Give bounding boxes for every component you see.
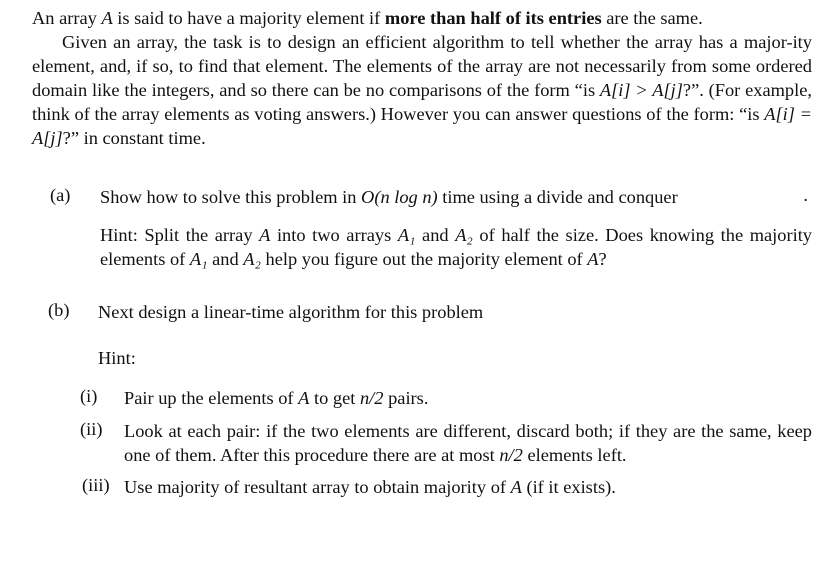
part-b: [48, 300, 812, 370]
hint-text: Use majority of resultant array to obtain majority of: [124, 477, 511, 497]
math-var: A: [587, 249, 599, 269]
math-comparison: A[i] > A[j]: [599, 80, 683, 100]
question-text: Show how to solve this problem in: [100, 187, 362, 207]
intro-text: are the same.: [601, 8, 703, 28]
hint-text: elements left.: [522, 445, 627, 465]
hint-text: (if it exists).: [521, 477, 616, 497]
part-label: (b): [48, 300, 70, 320]
hint-text: help you figure out the majority element of: [260, 249, 588, 269]
intro-paragraph-1: [32, 6, 812, 30]
math-var: A₁: [397, 225, 416, 245]
hint-text: ?: [598, 249, 607, 269]
hint-item-label: (i): [80, 386, 98, 406]
hint-text: to get: [309, 388, 360, 408]
math-equality: A[i] = A[j]: [32, 104, 812, 148]
math-expr: n/2: [359, 388, 384, 408]
math-var: A: [510, 477, 522, 497]
math-var: A₁: [189, 249, 208, 269]
hint-text: and: [207, 249, 244, 269]
part-a-hint: [100, 223, 812, 271]
question-text: time using a divide and conquer: [437, 187, 678, 207]
hint-item-text: [124, 419, 812, 467]
hint-item-1: [32, 386, 812, 410]
part-a-question: [100, 185, 812, 209]
hint-item-3: [32, 475, 812, 499]
math-expr: n/2: [499, 445, 523, 465]
hint-text: of half the size. Does knowing the majority elements of: [100, 225, 813, 269]
hint-text: Hint: Split the array: [100, 225, 260, 245]
problem-text: [32, 6, 812, 499]
math-var: A₂: [455, 225, 473, 245]
part-b-question: Next design a linear-time algorithm for this problem: [98, 302, 484, 322]
hint-text: into two arrays: [270, 225, 398, 245]
intro-text: ?”. (For example, think of the array elements as voting answers.) However you can answer questions of the form: “is: [32, 80, 812, 124]
part-a: [50, 185, 812, 271]
hint-item-text: [124, 386, 812, 410]
intro-text: An array: [32, 8, 102, 28]
bold-phrase: more than half of its entries: [384, 8, 602, 28]
hint-text: and: [415, 225, 456, 245]
hint-item-text: [124, 475, 812, 499]
hint-text: pairs.: [383, 388, 429, 408]
hint-item-2: [32, 419, 812, 467]
math-var: A: [101, 8, 113, 28]
part-b-hint-label: Hint:: [98, 348, 136, 368]
intro-text: Given an array, the task is to design an efficient algorithm to tell whether the array has a major-ity element, and, if so, to find that element. The elements of the array are not necessarily from some ordered domain like the integers, and so there can be no comparisons of the form “is: [32, 32, 812, 100]
intro-text: is said to have a majority element if: [112, 8, 385, 28]
part-label: (a): [50, 185, 71, 205]
hint-text: Pair up the elements of: [124, 388, 299, 408]
math-var: A₂: [243, 249, 261, 269]
hint-item-label: (ii): [80, 419, 103, 439]
intro-paragraph-2: [32, 30, 812, 150]
hint-item-label: (iii): [82, 475, 110, 495]
trailing-period: .: [803, 185, 808, 205]
math-complexity: O(n log n): [361, 187, 438, 207]
hint-text: Look at each pair: if the two elements are different, discard both; if they are the same, keep one of them. After this procedure there are at most: [124, 421, 812, 465]
math-var: A: [298, 388, 310, 408]
math-var: A: [259, 225, 271, 245]
intro-text: ?” in constant time.: [62, 128, 206, 148]
